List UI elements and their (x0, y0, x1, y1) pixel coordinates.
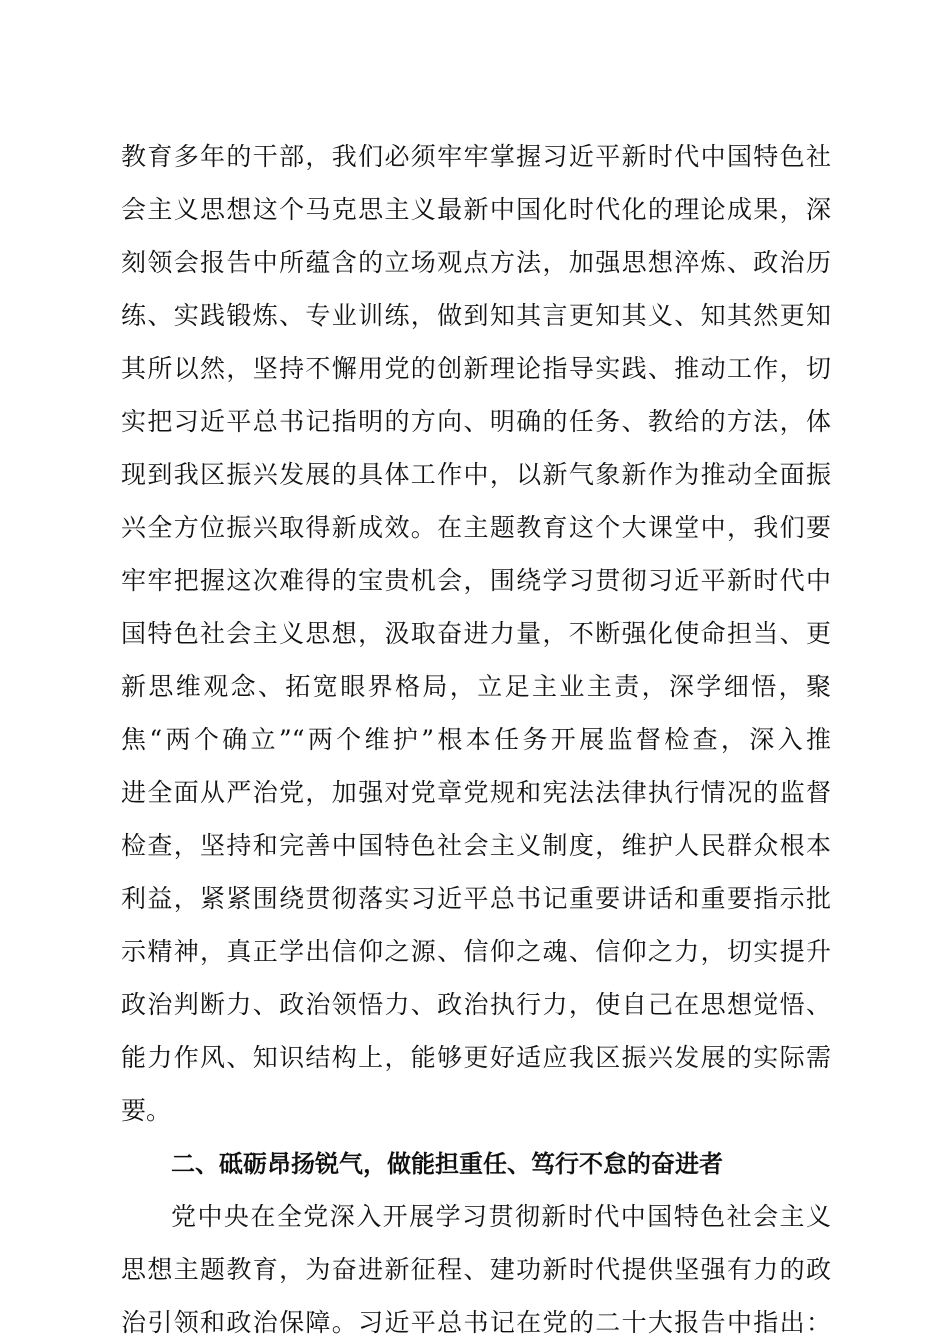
paragraph-line: 能力作风、知识结构上，能够更好适应我区振兴发展的实际需 (121, 1043, 831, 1072)
paragraph-line: 党中央在全党深入开展学习贯彻新时代中国特色社会主义 (171, 1202, 831, 1231)
paragraph-line: 利益，紧紧围绕贯彻落实习近平总书记重要讲话和重要指示批 (121, 884, 831, 913)
paragraph-line: 要。 (121, 1096, 172, 1125)
paragraph-line: 练、实践锻炼、专业训练，做到知其言更知其义、知其然更知 (121, 301, 831, 330)
paragraph-line: 检查，坚持和完善中国特色社会主义制度，维护人民群众根本 (121, 831, 831, 860)
paragraph-line: 现到我区振兴发展的具体工作中，以新气象新作为推动全面振 (121, 460, 831, 489)
paragraph-line: 新思维观念、拓宽眼界格局，立足主业主责，深学细悟，聚 (121, 672, 831, 701)
paragraph-line: 示精神，真正学出信仰之源、信仰之魂、信仰之力，切实提升 (121, 937, 831, 966)
paragraph-line: 治引领和政治保障。习近平总书记在党的二十大报告中指出： (121, 1308, 831, 1337)
paragraph-line: 进全面从严治党，加强对党章党规和宪法法律执行情况的监督 (121, 778, 831, 807)
paragraph-line: 兴全方位振兴取得新成效。在主题教育这个大课堂中，我们要 (121, 513, 831, 542)
section-heading: 二、砥砺昂扬锐气，做能担重任、笃行不怠的奋进者 (171, 1150, 723, 1178)
paragraph-line: 政治判断力、政治领悟力、政治执行力，使自己在思想觉悟、 (121, 990, 831, 1019)
paragraph-line: 思想主题教育，为奋进新征程、建功新时代提供坚强有力的政 (121, 1255, 831, 1284)
paragraph-line: 刻领会报告中所蕴含的立场观点方法，加强思想淬炼、政治历 (121, 248, 831, 277)
paragraph-line: 焦“两个确立”“两个维护”根本任务开展监督检查，深入推 (121, 725, 831, 754)
paragraph-line: 国特色社会主义思想，汲取奋进力量，不断强化使命担当、更 (121, 619, 831, 648)
paragraph-line: 教育多年的干部，我们必须牢牢掌握习近平新时代中国特色社 (121, 142, 831, 171)
paragraph-line: 其所以然，坚持不懈用党的创新理论指导实践、推动工作，切 (121, 354, 831, 383)
paragraph-line: 会主义思想这个马克思主义最新中国化时代化的理论成果，深 (121, 195, 831, 224)
paragraph-line: 牢牢把握这次难得的宝贵机会，围绕学习贯彻习近平新时代中 (121, 566, 831, 595)
paragraph-line: 实把习近平总书记指明的方向、明确的任务、教给的方法，体 (121, 407, 831, 436)
